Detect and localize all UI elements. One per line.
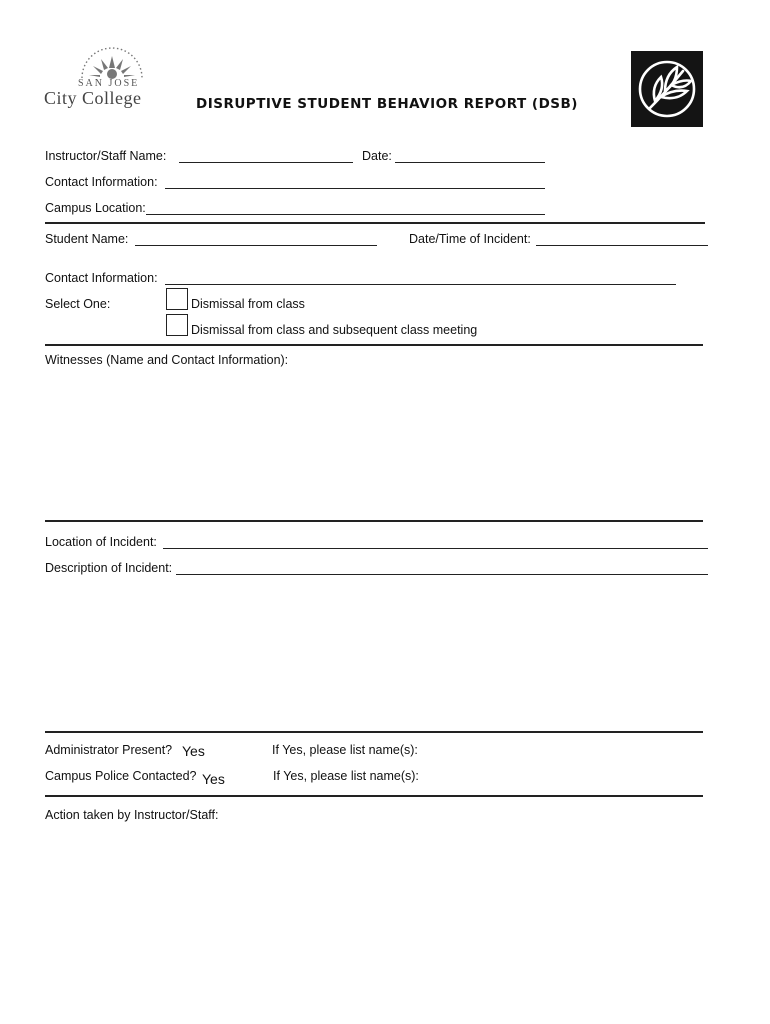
description-incident-field[interactable]	[176, 560, 708, 575]
dismissal-subsequent-checkbox[interactable]	[166, 314, 188, 336]
datetime-incident-field[interactable]	[536, 231, 708, 246]
police-contacted-label: Campus Police Contacted?	[45, 769, 197, 783]
witnesses-label: Witnesses (Name and Contact Information):	[45, 353, 289, 367]
section-divider	[45, 222, 705, 224]
logo-top-text: SAN JOSE	[78, 78, 140, 89]
college-logo	[44, 44, 174, 110]
leaf-icon	[631, 51, 703, 127]
page-title: DISRUPTIVE STUDENT BEHAVIOR REPORT (DSB)	[196, 96, 578, 112]
student-name-label: Student Name:	[45, 232, 129, 246]
description-textarea[interactable]	[45, 580, 709, 729]
date-label: Date:	[362, 149, 392, 163]
section-divider	[45, 520, 703, 522]
action-taken-label: Action taken by Instructor/Staff:	[45, 808, 219, 822]
instructor-name-label: Instructor/Staff Name:	[45, 149, 167, 163]
admin-names-label: If Yes, please list name(s):	[272, 743, 418, 757]
section-divider	[45, 731, 703, 733]
admin-present-label: Administrator Present?	[45, 743, 173, 757]
section-divider	[45, 795, 703, 797]
campus-location-field[interactable]	[146, 200, 545, 215]
location-incident-label: Location of Incident:	[45, 535, 157, 549]
student-name-field[interactable]	[135, 231, 377, 246]
student-contact-label: Contact Information:	[45, 271, 158, 285]
dismissal-class-label: Dismissal from class	[191, 297, 305, 311]
leaf-emblem	[631, 51, 703, 127]
datetime-incident-label: Date/Time of Incident:	[409, 232, 531, 246]
date-field[interactable]	[395, 148, 545, 163]
witnesses-textarea[interactable]	[45, 372, 707, 518]
student-contact-field[interactable]	[165, 270, 676, 285]
contact-info-label: Contact Information:	[45, 175, 158, 189]
logo-main-text: City College	[44, 88, 142, 108]
action-taken-textarea[interactable]	[45, 828, 709, 1002]
campus-location-label: Campus Location:	[45, 201, 146, 215]
description-incident-label: Description of Incident:	[45, 561, 173, 575]
location-incident-field[interactable]	[163, 534, 708, 549]
admin-present-value[interactable]: Yes	[182, 743, 205, 759]
police-contacted-value[interactable]: Yes	[202, 771, 225, 787]
dismissal-subsequent-label: Dismissal from class and subsequent class meeting	[191, 323, 478, 337]
section-divider	[45, 344, 703, 346]
dismissal-class-checkbox[interactable]	[166, 288, 188, 310]
instructor-contact-field[interactable]	[165, 174, 545, 189]
police-names-label: If Yes, please list name(s):	[273, 769, 419, 783]
select-one-label: Select One:	[45, 297, 111, 311]
instructor-name-field[interactable]	[179, 148, 353, 163]
